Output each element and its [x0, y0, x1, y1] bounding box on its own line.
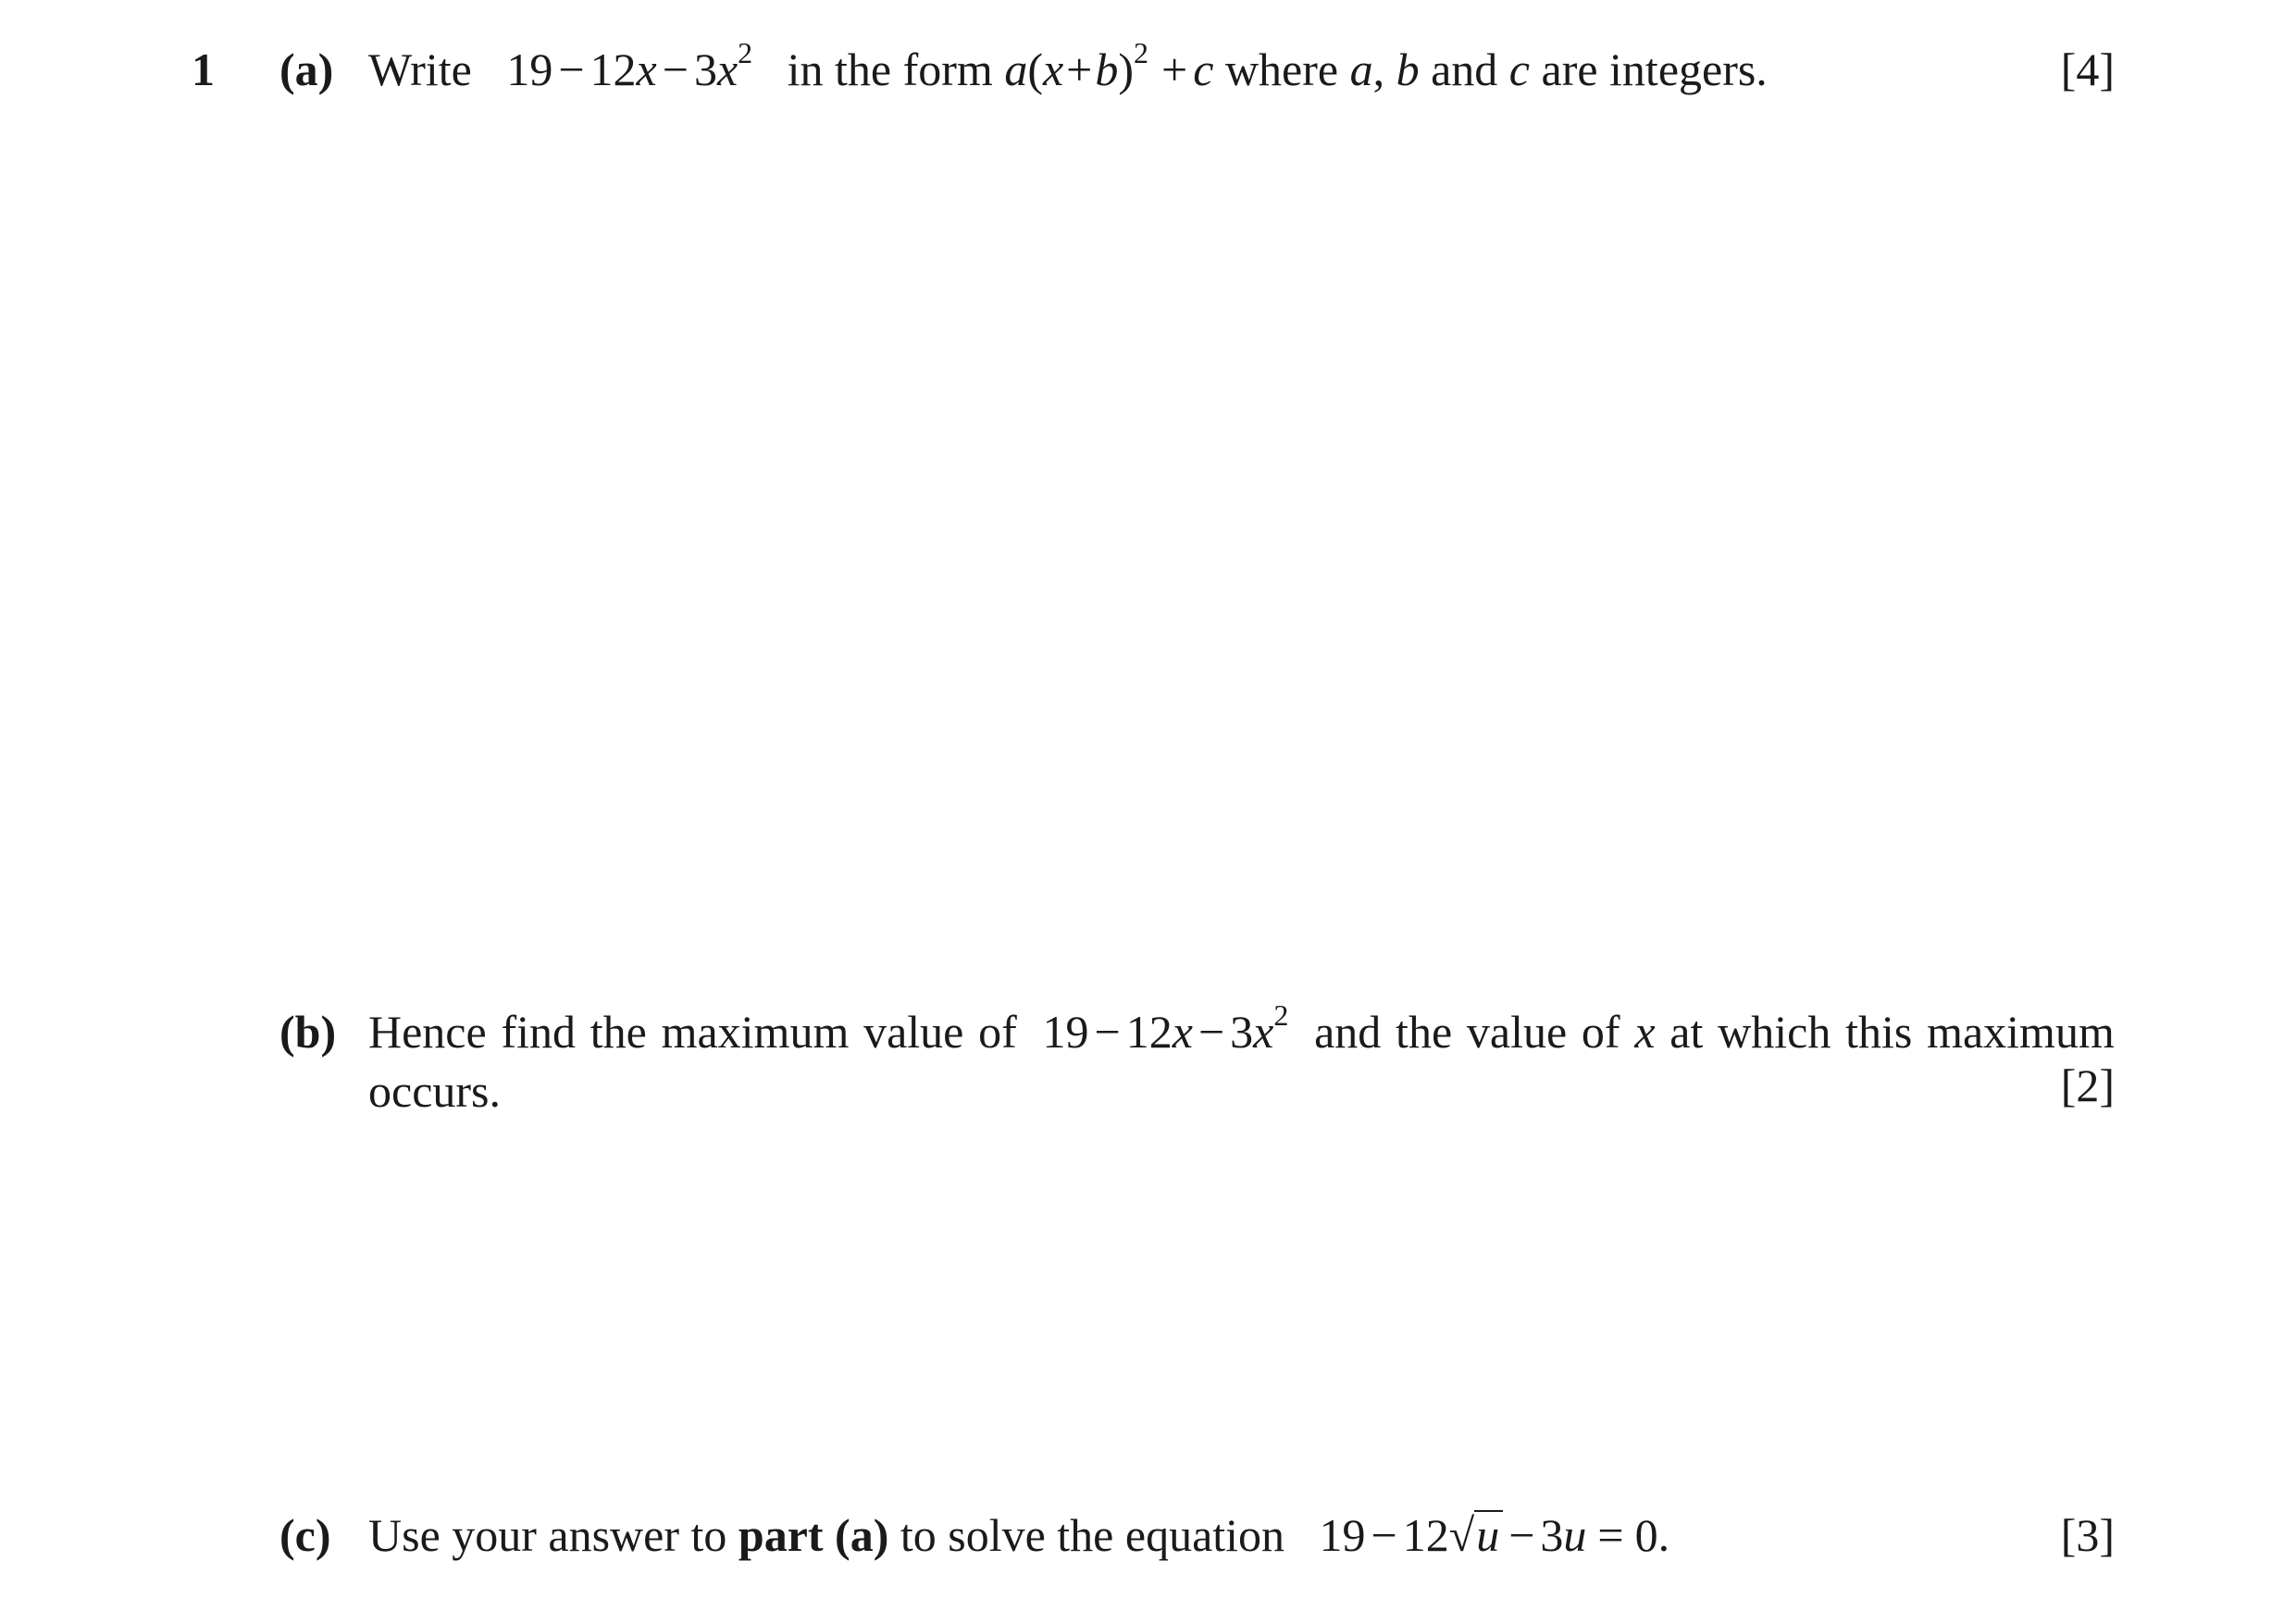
part-b-label: (b): [279, 1006, 337, 1058]
part-b-line-2: occurs.: [368, 1065, 501, 1117]
sqrt-icon: √: [1448, 1509, 1475, 1561]
part-c-marks: [3]: [2060, 1509, 2115, 1561]
part-a-label: (a): [279, 43, 334, 95]
part-b-expression: $19 - 12x - 3x^2$: [1042, 998, 1289, 1058]
part-b-text: [368, 998, 2115, 1118]
part-c-equation: 19 − 12√u − 3u = 0.: [1319, 1509, 1670, 1561]
part-a-condition: where a, b and c are integers.: [1224, 43, 1768, 95]
part-c-label: (c): [279, 1509, 331, 1561]
part-b-line-1: Hence find the maximum value of $19 - 12x - 3x^2$ and the value of x at which this maximum: [368, 1005, 2115, 1064]
part-c-instruction: to solve the equation: [900, 1509, 1285, 1561]
part-c-intro: Use your answer to: [368, 1509, 727, 1561]
part-a-form: $a(x+b)^2 + c$: [1004, 36, 1214, 95]
part-a-expression: $19 - 12x - 3x^2$: [506, 36, 753, 95]
part-a-marks: [4]: [2060, 43, 2115, 95]
part-c-text: [368, 1508, 1669, 1562]
part-a-middle: in the form: [787, 43, 993, 95]
part-a-text: [368, 36, 1768, 102]
question-number: 1: [192, 43, 215, 95]
part-b-marks: [2]: [2060, 1059, 2115, 1111]
part-a-intro: Write: [368, 43, 472, 95]
part-c-reference: part (a): [738, 1509, 889, 1561]
